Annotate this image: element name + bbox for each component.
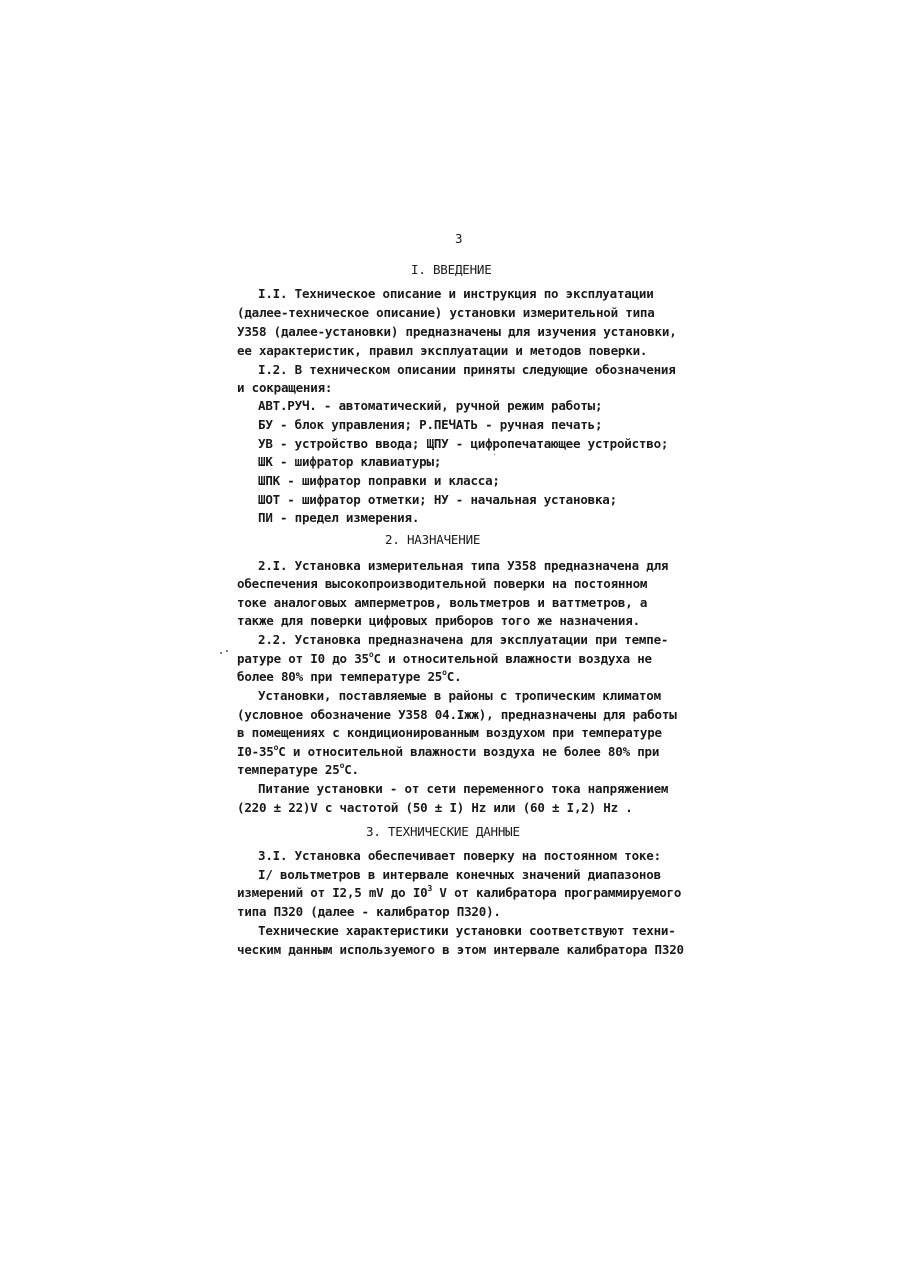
scan-speck: [494, 454, 495, 455]
degree-sign: о: [273, 742, 279, 752]
paragraph-2-2-line-2: ратуре от I0 до $35^оС$ и относительной влажности воздуха не: [237, 649, 652, 666]
paragraph-3-1-line-3: измерений от I2,5 mV до $I0^3$ V от калибратора программируемого: [237, 883, 682, 900]
paragraph-2-3-line-1: Установки, поставляемые в районы с тропическим климатом: [258, 688, 661, 703]
degree-sign: о: [368, 649, 374, 659]
paragraph-2-3-line-2: (условное обозначение У358 04.Iжж), предназначены для работы: [237, 707, 677, 722]
superscript: 3: [427, 883, 433, 893]
paragraph-2-3-line-4: $I0-35^оС$ и относительной влажности воздуха не более 80% при: [237, 742, 660, 759]
abbreviation-line: ШК - шифратор клавиатуры;: [258, 454, 442, 469]
scan-speck: [226, 650, 228, 652]
paragraph-1-2-line-2: и сокращения:: [237, 380, 333, 395]
section-2-heading: 2. НАЗНАЧЕНИЕ: [385, 532, 481, 547]
abbreviation-line: ШПК - шифратор поправки и класса;: [258, 473, 500, 488]
abbreviation-line: БУ - блок управления; Р.ПЕЧАТЬ - ручная печать;: [258, 417, 603, 432]
paragraph-1-1-line-3: У358 (далее-установки) предназначены для изучения установки,: [237, 324, 677, 339]
section-1-heading: I. ВВЕДЕНИЕ: [411, 262, 492, 277]
degree-sign: о: [442, 667, 447, 677]
paragraph-3-2-line-1: Технические характеристики установки соответствуют техни-: [258, 923, 676, 938]
paragraph-2-1-line-1: 2.I. Установка измерительная типа У358 предназначена для: [258, 558, 669, 573]
degree-sign: о: [339, 760, 345, 770]
paragraph-1-1-line-2: (далее-техническое описание) установки измерительной типа: [237, 305, 655, 320]
paragraph-2-1-line-2: обеспечения высокопроизводительной поверки на постоянном: [237, 576, 648, 591]
paragraph-3-1-line-4: типа П320 (далее - калибратор П320).: [237, 904, 501, 919]
paragraph-3-2-line-2: ческим данным используемого в этом интервале калибратора П320: [237, 942, 684, 957]
abbreviation-line: ШОТ - шифратор отметки; НУ - начальная установка;: [258, 492, 617, 507]
paragraph-2-1-line-4: также для поверки цифровых приборов того же назначения.: [237, 613, 640, 628]
paragraph-1-1-line-4: ее характеристик, правил эксплуатации и методов поверки.: [237, 343, 648, 358]
scan-speck: [220, 652, 222, 654]
paragraph-2-4-line-1: Питание установки - от сети переменного тока напряжением: [258, 781, 669, 796]
paragraph-1-1-line-1: I.I. Техническое описание и инструкция по эксплуатации: [258, 286, 654, 301]
paragraph-1-2-line-1: I.2. В техническом описании приняты следующие обозначения: [258, 362, 676, 377]
page-number: 3: [455, 231, 463, 246]
paragraph-2-2-line-1: 2.2. Установка предназначена для эксплуатации при темпе-: [258, 632, 669, 647]
abbreviation-line: ПИ - предел измерения.: [258, 510, 420, 525]
abbreviation-line: УВ - устройство ввода; ЩПУ - цифропечатающее устройство;: [258, 436, 669, 451]
paragraph-2-4-line-2: (220 ± 22)V с частотой (50 ± I) Hz или (60 ± I,2) Hz .: [237, 800, 633, 815]
paragraph-2-1-line-3: токе аналоговых амперметров, вольтметров и ваттметров, а: [237, 595, 648, 610]
paragraph-3-1-line-2: I/ вольтметров в интервале конечных значений диапазонов: [258, 867, 661, 882]
section-3-heading: 3. ТЕХНИЧЕСКИЕ ДАННЫЕ: [366, 824, 520, 839]
paragraph-2-2-line-3: более 80% при температуре $25^оС$.: [237, 667, 462, 684]
paragraph-3-1-line-1: 3.I. Установка обеспечивает поверку на постоянном токе:: [258, 848, 661, 863]
paragraph-2-3-line-3: в помещениях с кондиционированным воздухом при температуре: [237, 725, 662, 740]
abbreviation-line: АВТ.РУЧ. - автоматический, ручной режим работы;: [258, 398, 603, 413]
paragraph-2-3-line-5: температуре $25^оС$.: [237, 760, 359, 777]
